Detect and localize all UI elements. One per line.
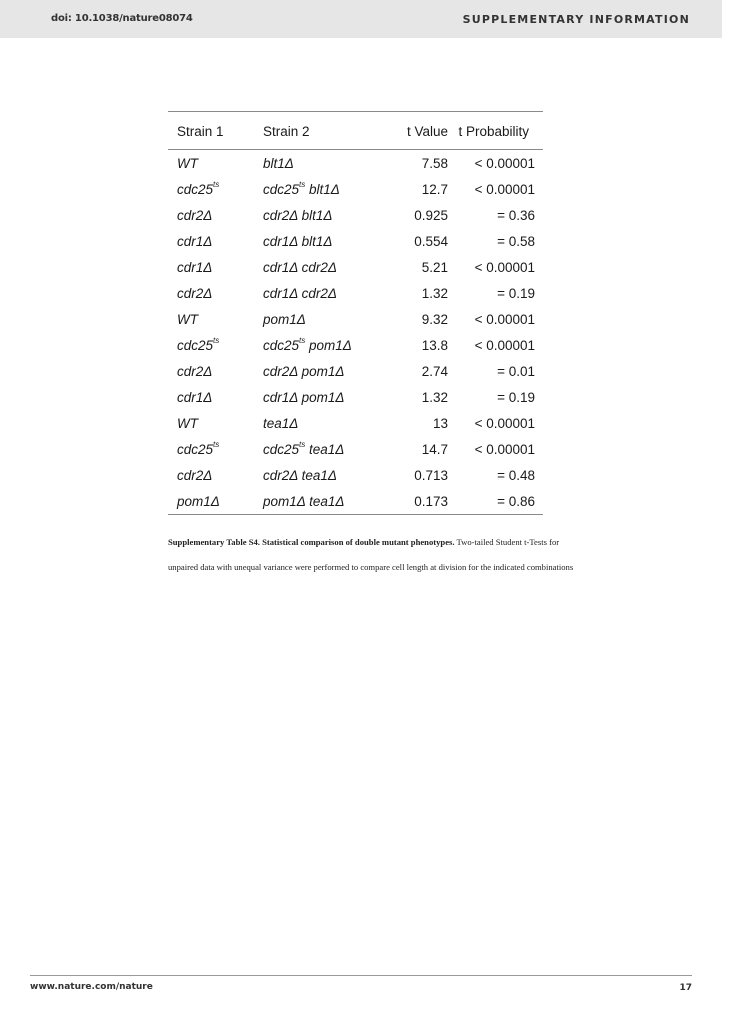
- cell-t-value: 14.7: [421, 441, 448, 457]
- doi-label: doi: 10.1038/nature08074: [51, 13, 193, 24]
- cell-strain2: $cdc25^{ts}$ tea1Δ: [263, 439, 345, 457]
- table-row: [168, 176, 543, 202]
- table-body: [168, 150, 543, 515]
- cell-t-value: 1.32: [421, 285, 448, 301]
- cell-t-value: 12.7: [421, 181, 448, 197]
- cell-strain2: tea1Δ: [263, 415, 299, 431]
- table-row: [168, 202, 543, 228]
- cell-strain1: pom1Δ: [177, 493, 220, 509]
- cell-t-value: 0.713: [414, 467, 448, 483]
- cell-t-value: 13: [432, 415, 448, 431]
- table-row: [168, 358, 543, 384]
- cell-t-probability: = 0.19: [497, 285, 535, 301]
- table-row: [168, 488, 543, 515]
- cell-strain1: cdr1Δ: [177, 389, 213, 405]
- header-bar: [0, 0, 722, 38]
- cell-strain1: cdr2Δ: [177, 363, 213, 379]
- cell-strain1: $cdc25^{ts}$: [177, 335, 220, 353]
- cell-strain2: cdr2Δ blt1Δ: [263, 207, 333, 223]
- results-table: [168, 111, 543, 515]
- section-label: SUPPLEMENTARY INFORMATION: [462, 13, 690, 26]
- cell-t-probability: < 0.00001: [474, 155, 535, 171]
- table-row: [168, 410, 543, 436]
- column-header-t-value: t Value: [406, 124, 448, 139]
- cell-strain1: cdr1Δ: [177, 259, 213, 275]
- footer-url: www.nature.com/nature: [30, 982, 153, 992]
- cell-strain1: cdr1Δ: [177, 233, 213, 249]
- cell-t-probability: < 0.00001: [474, 441, 535, 457]
- column-header-t-probability: t Probability: [458, 124, 529, 139]
- cell-strain1: $cdc25^{ts}$: [177, 179, 220, 197]
- cell-t-probability: < 0.00001: [474, 181, 535, 197]
- cell-t-probability: < 0.00001: [474, 259, 535, 275]
- table-row: [168, 306, 543, 332]
- cell-strain2: cdr1Δ cdr2Δ: [263, 259, 337, 275]
- cell-strain2: pom1Δ: [263, 311, 306, 327]
- cell-t-value: 0.173: [414, 493, 448, 509]
- cell-t-value: 9.32: [421, 311, 448, 327]
- cell-strain2: cdr1Δ cdr2Δ: [263, 285, 337, 301]
- table-row: [168, 436, 543, 462]
- cell-strain2: $cdc25^{ts}$ pom1Δ: [263, 335, 352, 353]
- table-row: [168, 332, 543, 358]
- cell-strain1: cdr2Δ: [177, 467, 213, 483]
- table-row: [168, 228, 543, 254]
- caption-text: Two-tailed Student t-Tests for unpaired data with unequal variance were performed to compare cell length at division for the indicated combinations: [168, 537, 574, 572]
- cell-strain1: WT: [177, 415, 198, 431]
- cell-strain2: cdr1Δ blt1Δ: [263, 233, 333, 249]
- cell-strain2: cdr1Δ pom1Δ: [263, 389, 345, 405]
- table-row: [168, 254, 543, 280]
- cell-strain1: $cdc25^{ts}$: [177, 439, 220, 457]
- cell-strain1: WT: [177, 311, 198, 327]
- results-table-container: [168, 111, 543, 515]
- table-header-row: [168, 112, 543, 150]
- cell-t-value: 0.554: [414, 233, 448, 249]
- cell-t-value: 0.925: [414, 207, 448, 223]
- table-row: [168, 384, 543, 410]
- cell-t-probability: < 0.00001: [474, 311, 535, 327]
- cell-t-value: 1.32: [421, 389, 448, 405]
- column-header-strain2: Strain 2: [263, 124, 310, 139]
- column-header-strain1: Strain 1: [177, 124, 224, 139]
- table-caption: [168, 530, 578, 579]
- caption-title: Supplementary Table S4. Statistical comparison of double mutant phenotypes.: [168, 537, 455, 547]
- cell-t-probability: = 0.36: [497, 207, 535, 223]
- cell-t-value: 5.21: [421, 259, 448, 275]
- cell-t-value: 2.74: [421, 363, 448, 379]
- cell-strain2: $cdc25^{ts}$ blt1Δ: [263, 179, 340, 197]
- cell-strain1: cdr2Δ: [177, 207, 213, 223]
- cell-strain2: cdr2Δ tea1Δ: [263, 467, 337, 483]
- cell-strain2: cdr2Δ pom1Δ: [263, 363, 345, 379]
- page-number: 17: [679, 983, 692, 993]
- table-row: [168, 150, 543, 177]
- cell-strain1: cdr2Δ: [177, 285, 213, 301]
- cell-t-probability: < 0.00001: [474, 337, 535, 353]
- cell-t-value: 7.58: [421, 155, 448, 171]
- cell-t-probability: < 0.00001: [474, 415, 535, 431]
- cell-strain1: WT: [177, 155, 198, 171]
- cell-t-probability: = 0.19: [497, 389, 535, 405]
- cell-t-probability: = 0.01: [497, 363, 535, 379]
- cell-strain2: blt1Δ: [263, 155, 294, 171]
- cell-t-value: 13.8: [421, 337, 448, 353]
- cell-t-probability: = 0.58: [497, 233, 535, 249]
- table-row: [168, 462, 543, 488]
- cell-strain2: pom1Δ tea1Δ: [263, 493, 345, 509]
- footer-divider: [30, 975, 692, 976]
- cell-t-probability: = 0.86: [497, 493, 535, 509]
- cell-t-probability: = 0.48: [497, 467, 535, 483]
- table-row: [168, 280, 543, 306]
